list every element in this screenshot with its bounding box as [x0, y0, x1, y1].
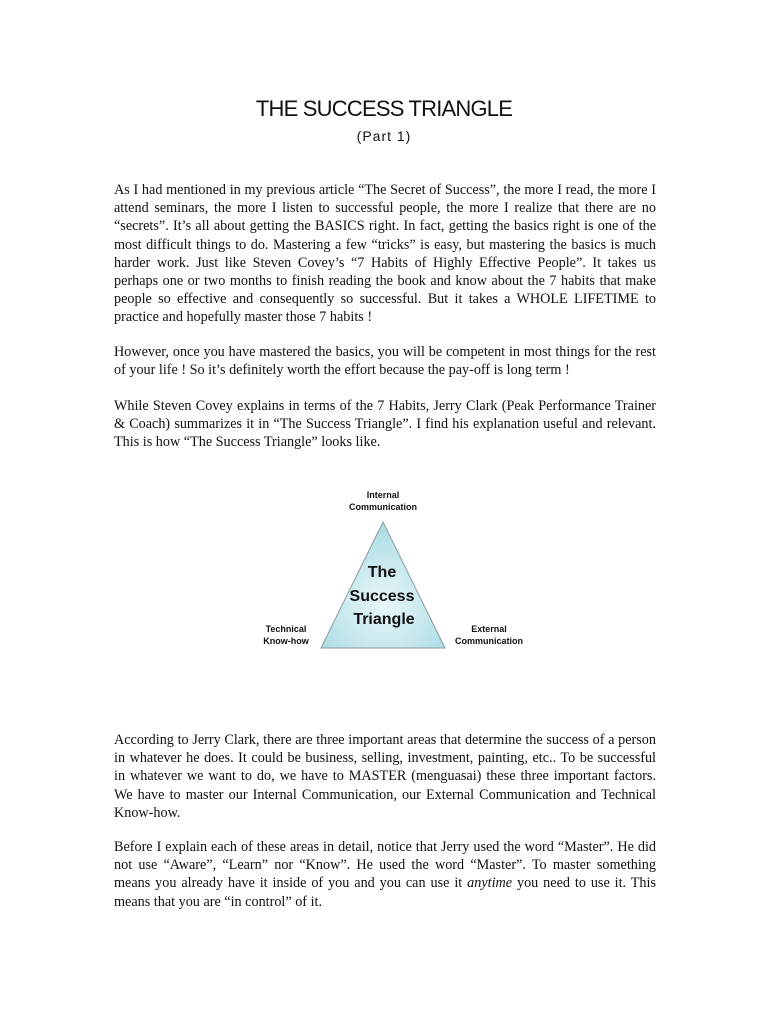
paragraph-2-text: However, once you have mastered the basics, you will be competent in most things for the rest of your life ! So it’s definitely worth the effort because the pay-off is long term !	[114, 344, 656, 379]
document-title: THE SUCCESS TRIANGLE	[255, 96, 513, 121]
triangle-shape	[321, 522, 445, 648]
paragraph-1-text: As I had mentioned in my previous article “The Secret of Success”, the more I read, the more I attend seminars, the more I listen to successful people, the more I realize that there are no “secrets”. It’s all about getting the BASICS right. In fact, getting the basics right is one of the most difficult things to do. Mastering a few “tricks” is easy, but mastering the basics is much harder work. Just like Steven Covey’s “7 Habits of Highly Effective People”. It takes us perhaps one or two months to finish reading the book and know about the 7 habits that make people so effective and consequently so successful. But it takes a WHOLE LIFETIME to practice and hopefully master those 7 habits !	[114, 182, 656, 326]
success-triangle-svg	[250, 484, 540, 659]
paragraph-5-text-a: Before I explain each of these areas in detail, notice that Jerry used the word “Master”. He did not use “Aware”, “Learn” nor “Know”. He used the word “Master”. To master something means you already have it inside of you and you can use it	[114, 839, 656, 892]
paragraph-1	[114, 181, 656, 327]
right-label-line2: Communication	[454, 636, 524, 646]
paragraph-2	[114, 343, 656, 379]
top-label-line1: Internal	[366, 490, 400, 500]
paragraph-5	[114, 838, 656, 911]
center-label-line3: Triangle	[353, 611, 415, 628]
left-label-line2: Know-how	[263, 636, 309, 646]
paragraph-3-text: While Steven Covey explains in terms of the 7 Habits, Jerry Clark (Peak Performance Trainer & Coach) summarizes it in “The Success Triangle”. I find his explanation useful and relevant. This is how “The Success Triangle” looks like.	[114, 398, 656, 451]
document-subtitle: (Part 1)	[356, 128, 412, 144]
paragraph-4-text: According to Jerry Clark, there are three important areas that determine the success of a person in whatever he does. It could be business, selling, investment, painting, etc.. To be successful in whatever we want to do, we have to MASTER (menguasai) these three important factors. We have to master our Internal Communication, our External Communication and Technical Know-how.	[114, 732, 656, 821]
top-label-line2: Communication	[348, 502, 418, 512]
success-triangle-diagram	[250, 484, 540, 659]
left-label-line1: Technical	[265, 624, 307, 634]
paragraph-4	[114, 731, 656, 822]
right-label-line1: External	[471, 624, 507, 634]
paragraph-5-emphasis: anytime	[467, 875, 513, 892]
paragraph-3	[114, 397, 656, 452]
center-label-line1: The	[367, 564, 397, 581]
center-label-line2: Success	[349, 588, 415, 605]
paragraph-5-text-b: you need to use it. This means that you are “in control” of it.	[114, 875, 656, 910]
